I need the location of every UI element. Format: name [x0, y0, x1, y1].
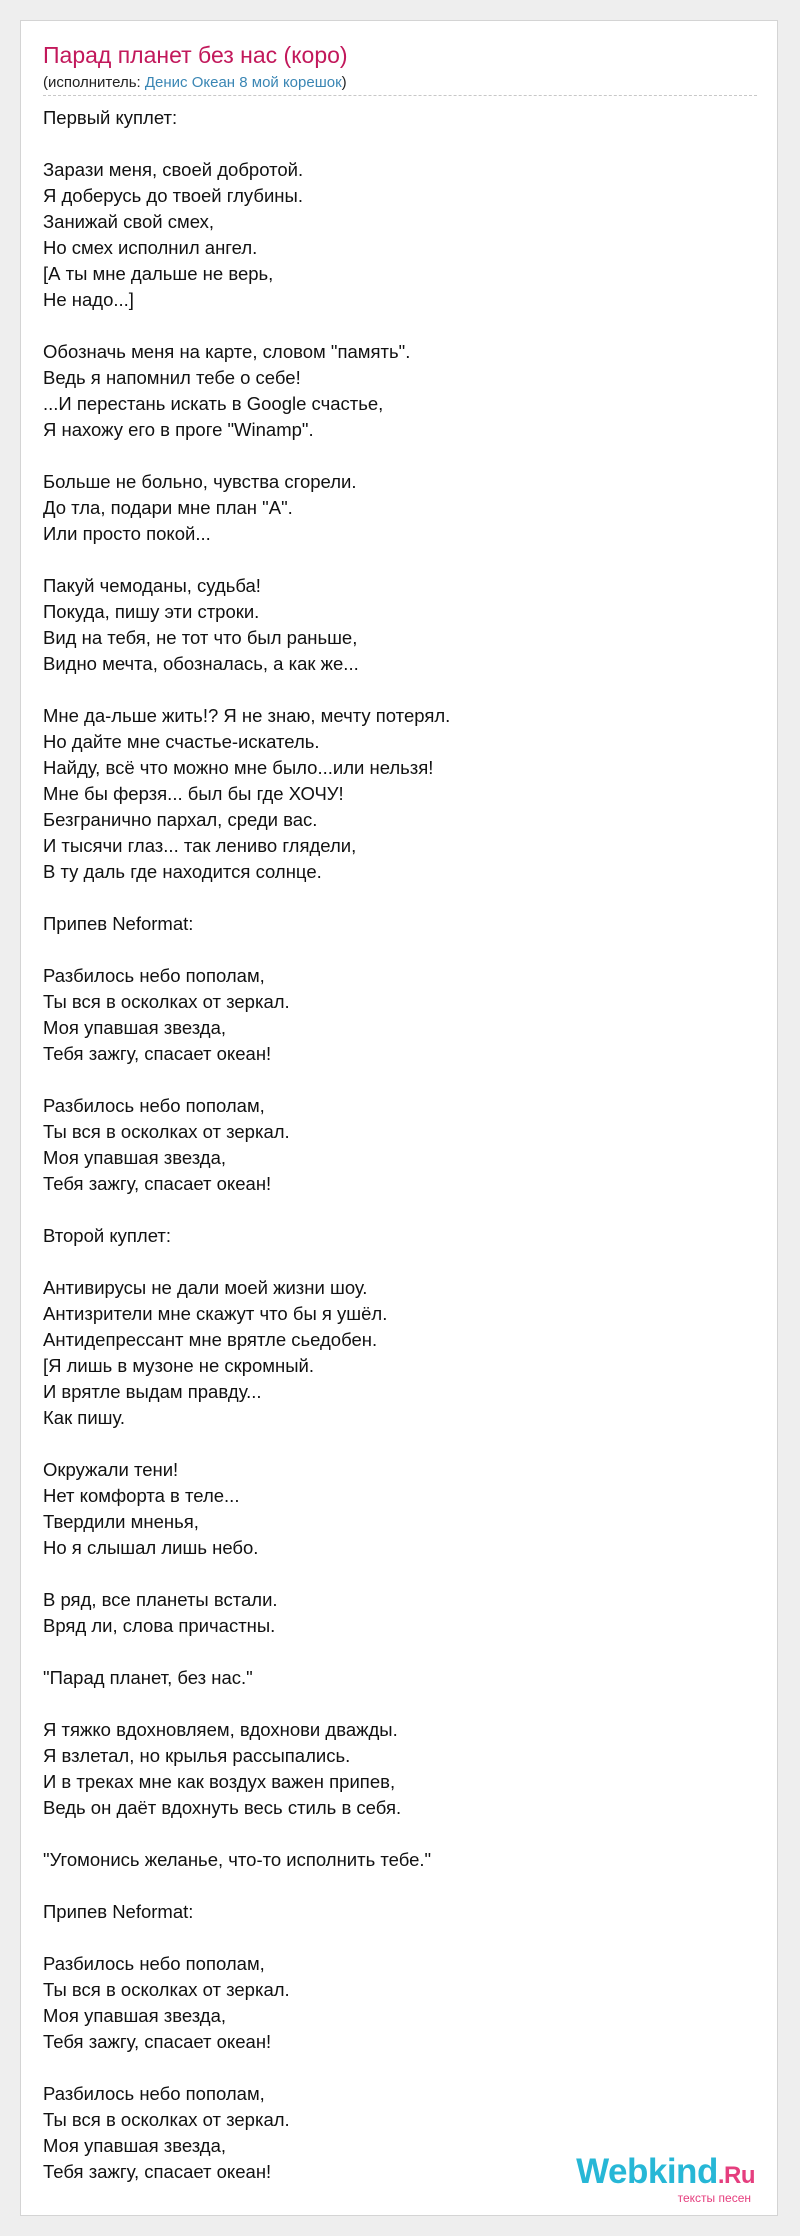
lyric-line: Моя упавшая звезда, [43, 2135, 227, 2156]
lyric-line: Ведь он даёт вдохнуть весь стиль в себя. [43, 1797, 402, 1818]
lyrics-text [43, 105, 743, 2185]
lyric-line: И врятле выдам правду... [43, 1381, 262, 1402]
logo-tld: .Ru [717, 2162, 755, 2189]
lyric-line: Тебя зажгу, спасает океан! [43, 2161, 272, 2182]
lyric-line: В ту даль где находится солнце. [43, 861, 322, 882]
lyric-line: Нет комфорта в теле... [43, 1485, 240, 1506]
lyric-line: Окружали тени! [43, 1459, 179, 1480]
lyric-line: Пакуй чемоданы, судьба! [43, 575, 261, 596]
song-meta [43, 74, 347, 91]
lyric-line: Мне бы ферзя... был бы где ХОЧУ! [43, 783, 344, 804]
lyric-line: До тла, подари мне план "А". [43, 497, 293, 518]
lyric-line: Безгранично пархал, среди вас. [43, 809, 318, 830]
stanza-break [43, 1561, 743, 1587]
lyric-line: Припев Neformat: [43, 1901, 194, 1922]
lyric-line: [Я лишь в музоне не скромный. [43, 1355, 315, 1376]
lyric-line: Первый куплет: [43, 107, 178, 128]
lyric-line: Ты вся в осколках от зеркал. [43, 991, 290, 1012]
lyric-line: Разбилось небо пополам, [43, 1953, 265, 1974]
lyric-line: Ты вся в осколках от зеркал. [43, 2109, 290, 2130]
lyric-line: Тебя зажгу, спасает океан! [43, 1043, 272, 1064]
header-divider [43, 95, 757, 96]
lyric-line: "Парад планет, без нас." [43, 1667, 253, 1688]
lyrics-page [20, 20, 778, 2216]
stanza-break [43, 1925, 743, 1951]
stanza-break [43, 131, 743, 157]
lyric-line: Но я слышал лишь небо. [43, 1537, 259, 1558]
lyric-line: Моя упавшая звезда, [43, 1017, 227, 1038]
lyric-line: Зарази меня, своей добротой. [43, 159, 304, 180]
lyric-line: Мне да-льше жить!? Я не знаю, мечту потерял. [43, 705, 451, 726]
lyric-line: И в треках мне как воздух важен припев, [43, 1771, 396, 1792]
lyric-line: Разбилось небо пополам, [43, 1095, 265, 1116]
lyric-line: Антизрители мне скажут что бы я ушёл. [43, 1303, 388, 1324]
lyric-line: Но смех исполнил ангел. [43, 237, 258, 258]
lyric-line: Второй куплет: [43, 1225, 171, 1246]
page-title: Парад планет без нас (коро) [43, 42, 348, 68]
lyric-line: Я тяжко вдохновляем, вдохнови дважды. [43, 1719, 398, 1740]
lyric-line: Припев Neformat: [43, 913, 194, 934]
lyric-line: Я доберусь до твоей глубины. [43, 185, 303, 206]
stanza-break [43, 1691, 743, 1717]
lyric-line: Ты вся в осколках от зеркал. [43, 1979, 290, 2000]
stanza-break [43, 1639, 743, 1665]
stanza-break [43, 443, 743, 469]
lyric-line: Твердили мненья, [43, 1511, 199, 1532]
lyric-line: Не надо...] [43, 289, 134, 310]
stanza-break [43, 885, 743, 911]
lyric-line: Больше не больно, чувства сгорели. [43, 471, 357, 492]
lyric-line: Антидепрессант мне врятле сьедобен. [43, 1329, 378, 1350]
stanza-break [43, 547, 743, 573]
lyric-line: Вряд ли, слова причастны. [43, 1615, 276, 1636]
lyric-line: Тебя зажгу, спасает океан! [43, 1173, 272, 1194]
lyric-line: "Угомонись желанье, что-то исполнить тебе." [43, 1849, 432, 1870]
lyric-line: Я нахожу его в проге "Winamp". [43, 419, 314, 440]
lyric-line: Разбилось небо пополам, [43, 965, 265, 986]
artist-suffix: ) [341, 74, 347, 91]
stanza-break [43, 937, 743, 963]
lyric-line: В ряд, все планеты встали. [43, 1589, 278, 1610]
stanza-break [43, 1821, 743, 1847]
artist-link[interactable]: Денис Океан 8 мой корешок [144, 74, 342, 91]
lyric-line: Антивирусы не дали моей жизни шоу. [43, 1277, 368, 1298]
lyric-line: Занижай свой смех, [43, 211, 215, 232]
lyric-line: Обозначь меня на карте, словом "память". [43, 341, 411, 362]
lyric-line: ...И перестань искать в Google счастье, [43, 393, 384, 414]
stanza-break [43, 2055, 743, 2081]
lyric-line: Видно мечта, обозналась, а как же... [43, 653, 359, 674]
lyric-line: Моя упавшая звезда, [43, 1147, 227, 1168]
lyric-line: Найду, всё что можно мне было...или нельзя! [43, 757, 434, 778]
logo-name: Webkind [576, 2152, 718, 2191]
lyric-line: И тысячи глаз... так лениво глядели, [43, 835, 357, 856]
lyric-line: Покуда, пишу эти строки. [43, 601, 260, 622]
lyric-line: Тебя зажгу, спасает океан! [43, 2031, 272, 2052]
stanza-break [43, 677, 743, 703]
lyric-line: Или просто покой... [43, 523, 211, 544]
stanza-break [43, 313, 743, 339]
lyric-line: Ведь я напомнил тебе о себе! [43, 367, 301, 388]
lyric-line: Как пишу. [43, 1407, 126, 1428]
stanza-break [43, 1067, 743, 1093]
lyric-line: Вид на тебя, не тот что был раньше, [43, 627, 358, 648]
lyric-line: Разбилось небо пополам, [43, 2083, 265, 2104]
stanza-break [43, 1249, 743, 1275]
artist-prefix: (исполнитель: [43, 74, 145, 91]
lyric-line: Ты вся в осколках от зеркал. [43, 1121, 290, 1142]
lyric-line: Но дайте мне счастье-искатель. [43, 731, 320, 752]
stanza-break [43, 1431, 743, 1457]
lyric-line: [А ты мне дальше не верь, [43, 263, 274, 284]
site-logo[interactable] [576, 2154, 755, 2205]
stanza-break [43, 1873, 743, 1899]
lyric-line: Я взлетал, но крылья рассыпались. [43, 1745, 351, 1766]
logo-tagline: тексты песен [677, 2191, 751, 2205]
lyric-line: Моя упавшая звезда, [43, 2005, 227, 2026]
stanza-break [43, 1197, 743, 1223]
